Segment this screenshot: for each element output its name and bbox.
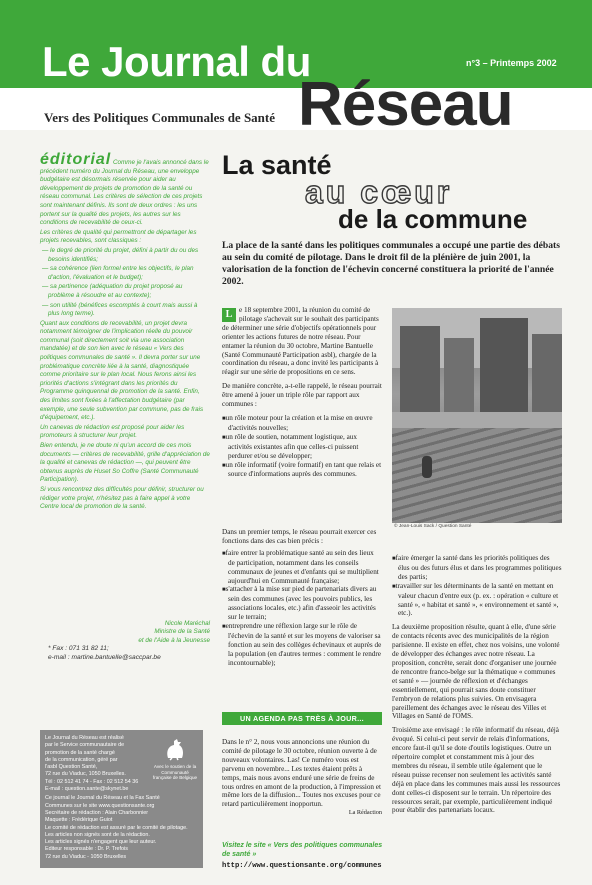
article-photo (392, 308, 562, 523)
journal-subtitle: Vers des Politiques Communales de Santé (44, 110, 276, 125)
case-item: ■ faire émerger la santé dans les priorités politiques des élus ou des futurs élus et dans les programmes politiques des partis; (392, 554, 562, 582)
colophon-line: Maquette : Frédérique Guiot (45, 817, 113, 824)
colophon-text (45, 735, 145, 793)
agenda-signature: La Rédaction (348, 809, 382, 817)
colophon-credits (45, 795, 198, 861)
colophon-line: Le Journal du Réseau est réalisé (45, 735, 124, 741)
signature-title2: et de l'Aide à la Jeunesse (138, 636, 210, 644)
colophon-line: E-mail : question.sante@skynet.be (45, 786, 129, 793)
agenda-box (222, 738, 382, 818)
article-column-2 (392, 554, 562, 820)
colophon-line: Secrétaire de rédaction : Alain Charbonnier (45, 809, 149, 816)
case-item: ■ entreprendre une réflexion large sur le rôle de l'échevin de la santé et sur les moyens de valoriser sa fonction au sein des collèges échevinaux et auprès de la population (en d'autres termes : comment le rendre incontournable); (222, 622, 382, 668)
role-item: ■ un rôle informatif (voire formatif) en tant que relais et source d'informations auprès des communes. (222, 461, 382, 480)
editorial-help: Si vous rencontrez des difficultés pour définir, structurer ou rédiger votre projet, n'hésitez pas à faire appel à votre Centre local de promotion de la santé. (40, 485, 204, 511)
signature-title: Ministre de la Santé (154, 628, 210, 636)
article-paragraph: Dans un premier temps, le réseau pourrait exercer ces fonctions dans des cas bien précis : (222, 528, 377, 545)
headline-line1: La santé (222, 150, 332, 180)
agenda-banner: UN AGENDA PAS TRÈS À JOUR... (222, 712, 382, 725)
colophon-line: 72 rue du Viaduc, 1050 Bruxelles. (45, 771, 126, 778)
headline-line2: au cœur (305, 174, 453, 210)
photo-credit: © Jean-Louis Sack / Question Santé (394, 524, 472, 529)
colophon-line: par le Service communautaire de (45, 742, 125, 749)
visit-site-text: Visitez le site « Vers des politiques communales de santé » (222, 842, 383, 858)
colophon-line: Le comité de rédaction est assuré par le comité de pilotage. (45, 824, 188, 831)
article-headline (222, 150, 562, 234)
issue-label: n°3 – Printemps 2002 (466, 58, 557, 68)
case-item: ■ faire entrer la problématique santé au sein des lieux de participation, notamment dans les conseils communaux de jeunes et d'enfants qui se multiplient aujourd'hui en Communauté française; (222, 549, 382, 586)
headline-line3: de la commune (338, 204, 528, 234)
colophon-line: Les articles signés n'engagent que leur auteur. (45, 839, 157, 846)
editorial-lead: Comme je l'avais annoncé dans le précédent numéro du Journal du Réseau, une enveloppe budgétaire est désormais réservée pour aider au développement de projets de promotion de la santé ou réseau communal. Les critères de sélection de ces projets sont maintenant définis. Ils sont de deux ordres : les uns portent sur la qualité des projets, les autres sur les conditions de recevabilité de ceux-ci. (40, 159, 209, 227)
article-paragraph: De manière concrète, a-t-elle rappelé, le réseau pourrait être amené à jouer un triple rôle par rapport aux communes : (222, 382, 382, 409)
signature-name: Nicole Maréchal (164, 620, 210, 627)
colophon-line: Editeur responsable : Dr. P. Trefois (45, 846, 128, 853)
editorial-criterion: — sa cohérence (lien formel entre les objectifs, le plan d'action, l'évaluation et le budget); (42, 265, 194, 281)
role-item: ■ un rôle de soutien, notamment logistique, aux activités existantes afin que celles-ci puissent perdurer et/ou se développer; (222, 433, 382, 461)
editorial-heading: éditorial (40, 151, 112, 168)
colophon-line: Tél : 02 512 41 74 - Fax : 02 512 54 36 (45, 778, 139, 785)
editorial-quality-intro: Les critères de qualité qui permettront de départager les projets recevables, sont classiques : (40, 228, 197, 245)
colophon-line: promotion de la santé chargé (45, 749, 115, 756)
role-item: ■ un rôle moteur pour la création et la mise en œuvre d'activités nouvelles; (222, 414, 382, 433)
logo-caption: Avec le soutien de la Communauté française de Belgique (152, 764, 198, 780)
article-column-1b (222, 528, 382, 668)
article-column-1 (222, 306, 382, 479)
colophon-box (40, 730, 203, 868)
colophon-line: Communes sur le site www.questionsante.org (45, 802, 155, 809)
editorial-criterion: — le degré de priorité du projet, défini à partir du ou des besoins identifiés; (42, 246, 199, 263)
colophon-line: de la communication, géré par (45, 756, 118, 763)
masthead (0, 0, 592, 139)
community-logo (152, 736, 198, 781)
case-item: ■ travailler sur les déterminants de la santé en mettant en valeur chacun d'entre eux (p. ex. : opération « culture et santé », « habitat et santé », « environnement et santé », etc.). (392, 582, 562, 619)
rooster-icon (162, 736, 188, 762)
editorial-canvas: Un canevas de rédaction est proposé pour aider les promoteurs à structurer leur projet. (40, 423, 185, 440)
colophon-line: 72 rue du Viaduc - 1050 Bruxelles (45, 853, 127, 860)
person-figure (422, 456, 432, 478)
journal-title: Le Journal du (42, 38, 311, 85)
article-intro: La place de la santé dans les politiques communales a occupé une partie des débats au sein du comité de pilotage. Dans le droit fil de la plénière de juin 2001, la valorisation de la fonction de l'échevin concerné constituera la priorité de l'année 2002. (222, 240, 560, 287)
email-address: e-mail : martine.bantuelle@saccpar.be (48, 654, 161, 661)
editorial-recevability: Quant aux conditions de recevabilité, un projet devra notamment témoigner de l'implication réelle du pouvoir communal (soit directement soit via une association mandatée) et de son lien avec le réseau « Vers des politiques communales de santé ». Il devra porter sur une problématique concrète liée à la santé, diagnostiquée comme prioritaire sur le plan local. Nous ferons ainsi les priorités d'actions s'intégrant dans les priorités du Programme quinquennal de promotion de la santé. Enfin, des limites sont fixées à l'affectation budgétaire (par exemple, une seule subvention par commune, pas de frais d'équipement, etc.). (40, 319, 204, 422)
colophon-line: Les articles non signés sont de la rédaction. (45, 831, 150, 838)
editorial-contact (48, 644, 213, 662)
website-link[interactable]: http://www.questionsante.org/communes (222, 862, 382, 870)
colophon-line: Ce journal le Journal du Réseau et la Fax Santé (45, 795, 160, 802)
case-item: ■ s'attacher à la mise sur pied de partenariats divers au sein des communes (avec les pouvoirs publics, les associations locales, etc.) afin d'asseoir les activités sur le terrain; (222, 585, 382, 622)
editorial-criterion: — sa pertinence (adéquation du projet proposé au problème à résoudre et au contexte); (42, 283, 183, 299)
editorial-understood: Bien entendu, je ne doute ni qu'un accord de ces mois documents — critères de recevabilité, grille d'appréciation de la qualité et canevas de rédaction —, qui peuvent être obtenus auprès de Huset So Coffre (Santé Communauté Participation). (40, 442, 210, 484)
editorial-criterion: — son utilité (bénéfices escomptés à court mais aussi à plus long terme). (42, 301, 198, 318)
editorial-text (40, 151, 210, 513)
colophon-line: l'asbl Question Santé, (45, 764, 98, 771)
drop-cap: L (222, 308, 236, 322)
journal-title-reseau: Réseau (298, 70, 513, 139)
editorial-column (40, 150, 210, 710)
agenda-paragraph: Dans le n° 2, nous vous annoncions une réunion du comité de pilotage le 30 octobre, réunion ouverte à de nouveaux volontaires. Las! Ce numéro vous est parvenu en novembre... Les textes étaient prêts à temps, mais nous avons enduré une série de freins de tous ordres en amont de la production, à l'impression et même lors de la diffusion... Toutes nos excuses pour ce retard particulièrement inopportun. (222, 738, 381, 809)
article-paragraph: e 18 septembre 2001, la réunion du comité de pilotage s'achevait sur le souhait des participants de déterminer une série d'objectifs opérationnels pour orienter les actions futures de notre réseau. Pour entamer la réunion du 30 octobre, Martine Bantuelle (Santé Communauté Participation asbl), chargée de la coordination du réseau, a donc invité les participants à réagir sur une série de propositions en ce sens. (222, 306, 379, 377)
editorial-signature (100, 620, 210, 645)
fax-number: * Fax : 071 31 82 11; (48, 645, 109, 652)
article-paragraph: La deuxième proposition résulte, quant à elle, d'une série de contacts récents avec des municipalités de la région parisienne. Il existe en effet, chez nos voisins, une volonté de développer des échanges avec notre réseau. La proposition, concrète, serait donc d'organiser une journée de rencontre franco-belge sur la thématique « communes et santé » — journée de réflexion et d'échanges essentiellement, qui pourrait sans doute constituer l'embryon de relations plus suivies. On envisagera pareillement des échanges avec le réseau des Villes et Villages en Santé de l'OMS. (392, 623, 560, 721)
article-paragraph: Troisième axe envisagé : le rôle informatif du réseau, déjà évoqué. Si celui-ci peut servir de relais d'informations, encore faut-il qu'il se dote d'outils logistiques. Outre un répertoire complet et constamment mis à jour des membres du réseau, il semble utile également que le réseau puisse recenser non seulement les activités santé déjà en place dans les communes mais aussi les ressources dont celles-ci disposent sur le terrain. Un répertoire des ressources serait, par exemple, particulièrement indiqué pour établir des partenariats locaux. (392, 726, 561, 815)
